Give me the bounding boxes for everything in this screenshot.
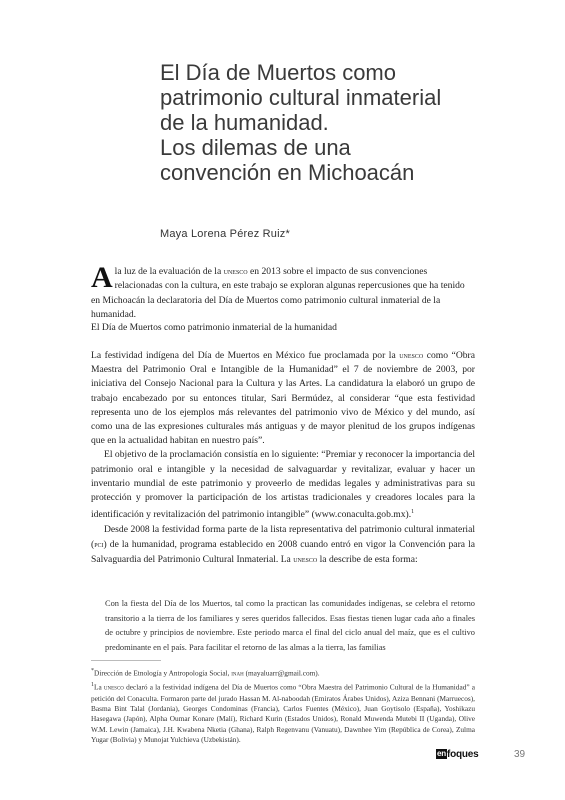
drop-cap: A xyxy=(91,261,113,294)
logo-mark: en xyxy=(437,749,446,758)
footnote-ref[interactable]: 1 xyxy=(411,509,415,516)
block-quote: Con la fiesta del Día de los Muertos, tal como la practican las comunidades indígenas, se celebra el retorno transitorio a la tierra de los familiares y seres queridos fallecidos. Esas fiestas tienen lugar cada año a finales de octubre y principios de noviembre. Este periodo marca el final del ciclo anual del maíz, que es el cultivo predominante en el país. Para facilitar el retorno de las almas a la tierra, las familias xyxy=(105,599,475,652)
title-line: Los dilemas de una xyxy=(160,135,351,160)
paragraph xyxy=(91,523,475,568)
paragraph-text: Desde 2008 la festividad forma parte de la lista representativa del patrimonio cultural inmaterial ( xyxy=(91,523,475,550)
abstract xyxy=(91,261,475,323)
paragraph-text: la describe de esta forma: xyxy=(317,554,418,566)
abstract-unesco: unesco xyxy=(223,266,248,276)
title-line: convención en Michoacán xyxy=(160,160,415,185)
author-name: Maya Lorena Pérez Ruiz* xyxy=(160,228,290,240)
paragraph-text: El objetivo de la proclamación consistía en lo siguiente: “Premiar y reconocer la importancia del patrimonio oral e intangible y la necesidad de salvaguardar y revitalizar, evaluar y hacer un inventario mundial de este patrimonio y proveerlo de medidas legales y administrativas para su protección y promover la participación de los artistas tradicionales y creadores locales para la identificación y revitalización del patrimonio intangible” (www.conaculta.gob.mx). xyxy=(91,449,475,521)
body-text xyxy=(91,348,475,567)
acronym-unesco: unesco xyxy=(399,350,424,360)
abstract-text: la luz de la evaluación de la xyxy=(114,266,224,277)
footnote-text: La xyxy=(94,682,104,692)
abstract-text: en 2013 sobre el impacto de sus convenciones relacionadas con la cultura, en este trabajo se exploran algunas repercusiones que ha tenido en Michoacán la declaratoria del Día de Muertos como patrimonio cultural inmaterial de la humanidad. xyxy=(91,266,465,321)
footnote-author: *Dirección de Etnología y Antropología Social, inah (mayaluarr@gmail.com). xyxy=(91,668,320,678)
footnote-text: Dirección de Etnología y Antropología Social, xyxy=(94,668,232,678)
page-number: 39 xyxy=(514,749,526,760)
paragraph-text: ) de la humanidad, programa establecido en 2008 cuando entró en vigor la Convención para la Salvaguardia del Patrimonio Cultural Inmaterial. La xyxy=(91,538,475,566)
acronym-pci: pci xyxy=(94,538,104,549)
title-line: patrimonio cultural inmaterial xyxy=(160,85,442,110)
footnotes xyxy=(91,666,475,746)
title-line: de la humanidad. xyxy=(160,110,329,135)
acronym-unesco: unesco xyxy=(103,684,124,692)
paragraph-text: como “Obra Maestra del Patrimonio Oral e Intangible de la Humanidad” el 7 de noviembre de 2003, por iniciativa del Consejo Nacional para la Cultura y las Artes. La candidatura la elaboró un grupo de trabajo encabezado por su entonces titular, Sari Bermúdez, al considerar “que esta festividad representa uno de los ejemplos más relevantes del patrimonio vivo de México y del mundo, así como una de las expresiones culturales más antiguas y de mayor plenitud de los grupos indígenas que en la actualidad habitan en nuestro país”. xyxy=(91,350,475,447)
acronym-inah: inah xyxy=(231,670,244,678)
logo-text: foques xyxy=(446,749,479,760)
paragraph xyxy=(91,348,475,448)
paragraph-text: La festividad indígena del Día de Muertos en México fue proclamada por la xyxy=(91,350,400,361)
footnote-1 xyxy=(91,680,475,746)
footnote-divider xyxy=(91,660,161,661)
title-line: El Día de Muertos como xyxy=(160,60,396,85)
article-title xyxy=(160,60,490,185)
footnote-text: (mayaluarr@gmail.com). xyxy=(243,668,320,678)
section-heading: El Día de Muertos como patrimonio inmaterial de la humanidad xyxy=(91,322,337,333)
journal-logo xyxy=(436,749,479,760)
paragraph xyxy=(91,448,475,522)
footnote-text: declaró a la festividad indígena del Día de Muertos como “Obra Maestra del Patrimonio Cultural de la Humanidad” a petición del Conaculta. Formaron parte del jurado Hassan M. Al-naboodah (Emiratos Árabes Unidos), Aziza Bennani (Marruecos), Basma Bint Talal (Jordania), Georges Condominas (Francia), Carlos Fuentes (México), Juan Goytisolo (España), Yoshikazu Hasegawa (Japón), Alpha Oumar Konare (Malí), Richard Kurin (Estados Unidos), Ronald Muwenda Mutebi II (Uganda), Olive W.M. Lewin (Jamaica), J.H. Kwabena Nketia (Ghana), Ralph Regenvanu (Vanuatu), Dawnhee Yim (República de Corea), Zulma Yugar (Bolivia) y Munojat Yulchieva (Uzbekistán). xyxy=(91,682,475,745)
acronym-unesco: unesco xyxy=(293,554,318,565)
footnote-number: 1 xyxy=(91,681,95,688)
